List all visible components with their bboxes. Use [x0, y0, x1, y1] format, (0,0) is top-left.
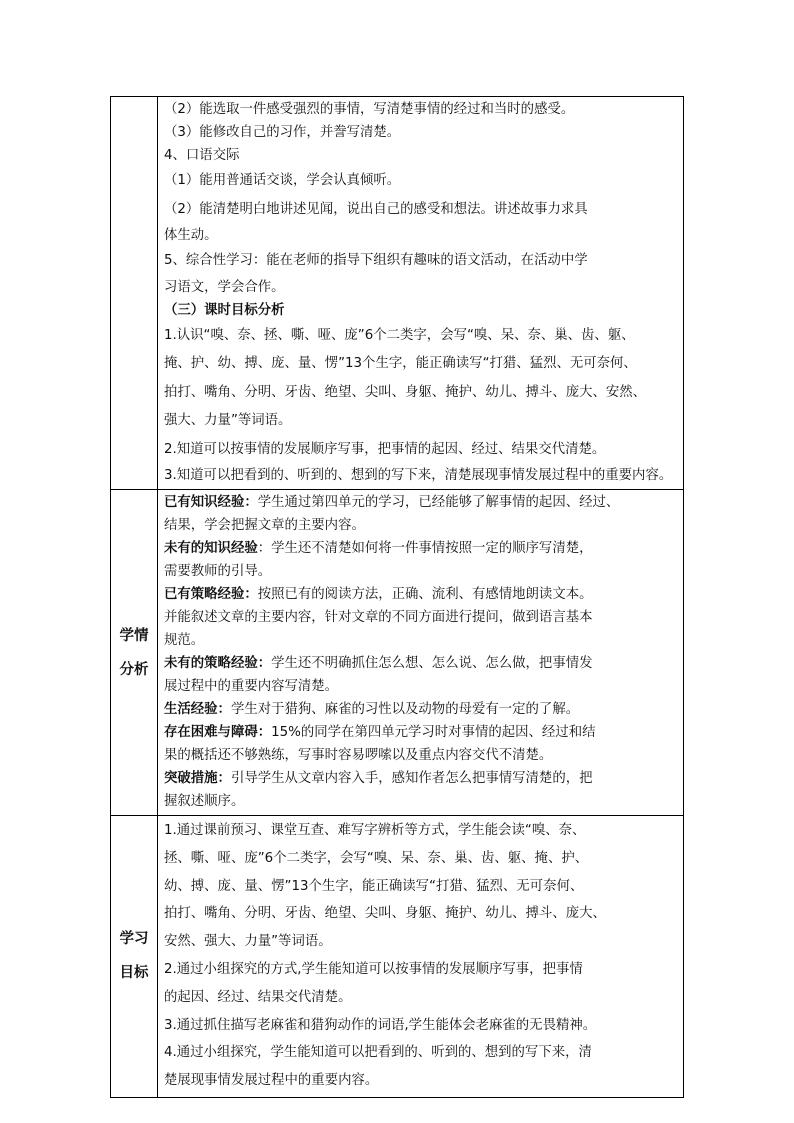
text-line: 规范。: [164, 633, 205, 648]
text-line: 结果，学会把握文章的主要内容。: [164, 518, 365, 533]
text-line: 拍打、嘴角、分明、牙齿、绝望、尖叫、身躯、掩护、幼儿、搏斗、庞大、: [164, 906, 606, 922]
text-line: 需要教师的引导。: [164, 564, 272, 579]
text-line: 3.通过抓住描写老麻雀和猎狗动作的词语,学生能体会老麻雀的无畏精神。: [164, 1017, 597, 1033]
text-line: 1.通过课前预习、课堂互查、难写字辨析等方式，学生能会读“嗅、奈、: [164, 823, 586, 838]
text-line: 4、口语交际: [164, 148, 240, 163]
text-line: 强大、力量”等词语。: [164, 413, 292, 428]
text-line: 学生对于猎狗、麻雀的习性以及动物的母爱有一定的了解。: [230, 702, 580, 717]
table-row: [111, 816, 684, 1098]
label-line: 学习: [119, 931, 149, 948]
text-line: 的起因、经过、结果交代清楚。: [164, 989, 352, 1005]
text-line: ：学生还不清楚如何将一件事情按照一定的顺序写清楚，: [257, 541, 593, 556]
term-label: 未有的策略经验：: [164, 656, 272, 671]
row-content-learning-goals: [158, 816, 684, 1098]
text-line: 按照已有的阅读方法，正确、流利、有感情地朗读文本。: [257, 587, 593, 602]
text-line: 4.通过小组探究，学生能知道可以把看到的、听到的、想到的写下来，清: [164, 1045, 592, 1061]
term-label: 突破措施：: [164, 771, 231, 786]
text-line: 5、综合性学习：能在老师的指导下组织有趣味的语文活动，在活动中学: [164, 253, 588, 268]
text-line: 掩、护、幼、搏、庞、量、愣”13个生字，能正确读写“打猎、猛烈、无可奈何、: [164, 356, 637, 371]
text-line: 果的概括还不够熟练，写事时容易啰嗦以及重点内容交代不清楚。: [164, 748, 553, 763]
text-line: 幼、搏、庞、量、愣”13个生字，能正确读写“打猎、猛烈、无可奈何、: [164, 878, 584, 894]
text-line: （2）能清楚明白地讲述见闻，说出自己的感受和想法。讲述故事力求具: [164, 201, 588, 217]
text-line: 2.通过小组探究的方式,学生能知道可以按事情的发展顺序写事，把事情: [164, 961, 583, 977]
term-label: 存在困难与障碍：: [164, 725, 272, 740]
row-label-empty: [111, 97, 158, 490]
table-row: [111, 490, 684, 816]
text-line: 握叙述顺序。: [164, 794, 245, 809]
text-line: 学生还不明确抓住怎么想、怎么说、怎么做，把事情发: [271, 656, 593, 671]
term-label: 已有知识经验：: [164, 495, 258, 510]
row-label-learner-analysis: [111, 490, 158, 816]
term-label: 生活经验：: [164, 702, 231, 717]
row-content-learner-analysis: [158, 490, 684, 816]
text-line: 引导学生从文章内容入手，感知作者怎么把事情写清楚的，把: [230, 771, 593, 786]
row-label-learning-goals: [111, 816, 158, 1098]
text-line: （1）能用普通话交谈，学会认真倾听。: [164, 173, 401, 188]
text-line: 3.知道可以把看到的、听到的、想到的写下来，清楚展现事情发展过程中的重要内容。: [164, 468, 673, 483]
label-line: 学情: [119, 627, 149, 644]
section-heading: （三）课时目标分析: [164, 302, 285, 318]
lesson-plan-table: [110, 96, 684, 1098]
term-label: 未有的知识经验: [164, 541, 258, 556]
row-content-objectives: [158, 97, 684, 490]
text-line: （3）能修改自己的习作，并誊写清楚。: [164, 125, 401, 140]
term-label: 已有策略经验：: [164, 587, 258, 602]
table-row: [111, 97, 684, 490]
text-line: 拯、嘶、哑、庞”6个二类字，会写“嗅、呆、奈、巢、齿、躯、掩、护、: [164, 850, 589, 866]
text-line: 1.认识“嗅、奈、拯、嘶、哑、庞”6个二类字，会写“嗅、呆、奈、巢、齿、躯、: [164, 327, 635, 343]
text-line: 2.知道可以按事情的发展顺序写事，把事情的起因、经过、结果交代清楚。: [164, 441, 606, 457]
text-line: （2）能选取一件感受强烈的事情，写清楚事情的经过和当时的感受。: [164, 102, 575, 117]
label-line: 分析: [119, 661, 149, 678]
text-line: 拍打、嘴角、分明、牙齿、绝望、尖叫、身躯、掩护、幼儿、搏斗、庞大、安然、: [164, 384, 647, 400]
text-line: 并能叙述文章的主要内容，针对文章的不同方面进行提问，做到语言基本: [164, 610, 593, 625]
text-line: 展过程中的重要内容写清楚。: [164, 679, 339, 694]
text-line: 体生动。: [164, 228, 218, 243]
text-line: 楚展现事情发展过程中的重要内容。: [164, 1073, 379, 1089]
text-line: 学生通过第四单元的学习，已经能够了解事情的起因、经过、: [257, 495, 620, 510]
label-line: 目标: [119, 965, 149, 982]
text-line: 15%的同学在第四单元学习时对事情的起因、经过和结: [271, 725, 596, 740]
text-line: 安然、强大、力量”等词语。: [164, 934, 332, 950]
text-line: 习语文，学会合作。: [164, 279, 285, 295]
